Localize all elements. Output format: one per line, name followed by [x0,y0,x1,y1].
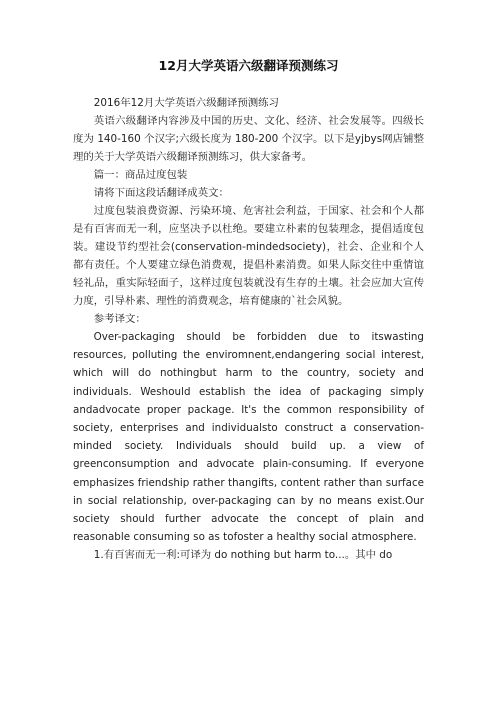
document-body [73,94,424,564]
document-title: 12月大学英语六级翻译预测练习 [158,58,339,73]
reference-translation-label: 参考译文： [93,313,146,325]
section-heading: 篇一：商品过度包装 [93,169,188,181]
subtitle-paragraph: 2016年12月大学英语六级翻译预测练习 [93,97,279,109]
english-translation-paragraph: Over-packaging should be forbidden due to itswasting resources, polluting the enviromnent,endangering social interest, which will do nothingbut harm to the country, society and individuals. Weshould establish the idea of packaging simply andadvocate proper package. It's the common responsibility of society, enterprises and individualsto construct a conservation-minded society. Individuals should build up. a view of greenconsumption and advocate plain-consuming. If everyone emphasizes friendship rather thangifts, content rather than surface in social relationship, over-packaging can by no means exist.Our society should further advocate the concept of plain and reasonable consuming so as tofoster a healthy social atmosphere. [73,331,424,544]
instruction-paragraph: 请将下面这段话翻译成英文： [93,187,229,199]
intro-paragraph: 英语六级翻译内容涉及中国的历史、文化、经济、社会发展等。四级长度为 140-160 个汉字;六级长度为 180-200 个汉字。以下是yjbys网店铺整理的关于大学英语六级翻译预测练习，供大家备考。 [73,115,424,163]
chinese-source-paragraph: 过度包装浪费资源、污染环境、危害社会利益，于国家、社会和个人都是有百害而无一利，应坚决予以杜绝。要建立朴素的包装理念，提倡适度包装。建设节约型社会(conservation-mindedsociety)，社会、企业和个人都有责任。个人要建立绿色消费观，提倡朴素消费。如果人际交往中重情谊轻礼品，重实际轻面子，这样过度包装就没有生存的土壤。社会应加大宣传力度，引导朴素、理性的消费观念，培育健康的`社会风貌。 [73,205,424,307]
note-paragraph: 1.有百害而无一利:可译为 do nothing but harm to...。其中 do [93,549,393,562]
